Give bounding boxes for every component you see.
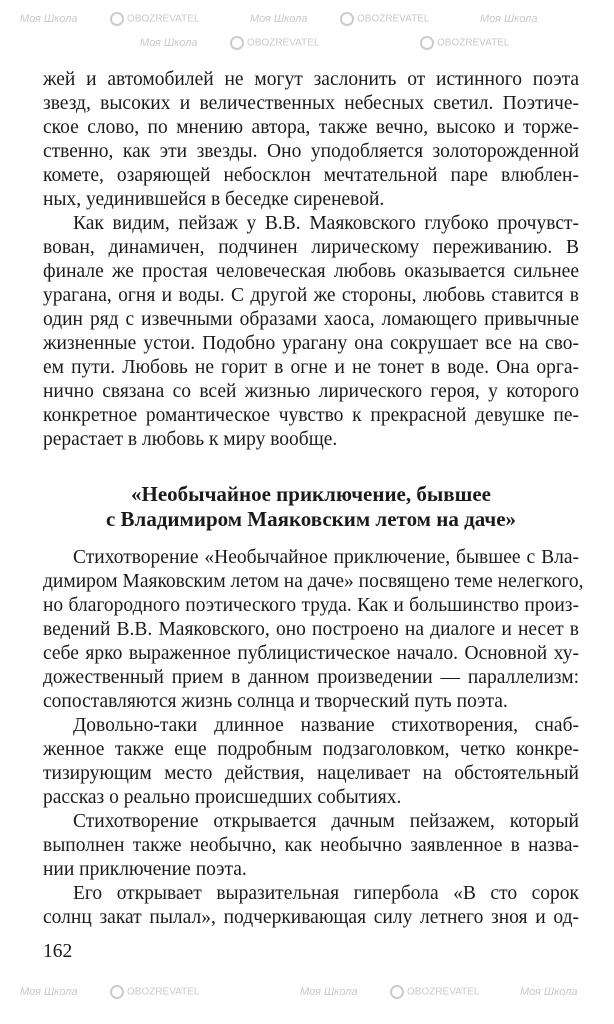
paragraph — [43, 212, 579, 452]
watermark-moya-shkola: Моя Школа — [480, 13, 538, 25]
text-line: жей и автомобилей не могут заслонить от истинного поэта — [43, 69, 579, 90]
watermark-obozrevatel: OBOZREVATEL — [390, 985, 479, 1000]
watermark-moya-shkola: Моя Школа — [300, 986, 358, 998]
page-number: 162 — [43, 941, 73, 962]
paragraph — [43, 68, 579, 212]
text-line: димиром Маяковским летом на даче» посвящено теме нелегкого, — [43, 571, 584, 592]
watermark-obozrevatel: OBOZREVATEL — [420, 36, 509, 51]
watermark-obozrevatel: OBOZREVATEL — [230, 36, 319, 51]
paragraph — [43, 714, 579, 810]
text-line: Стихотворение «Необычайное приключение, бывшее с Вла- — [73, 547, 579, 568]
text-line: Его открывает выразительная гипербола «В сто сорок — [73, 883, 579, 904]
text-line: рассказ о реально происшедших событиях. — [43, 787, 402, 808]
section-title-line: «Необычайное приключение, бывшее — [131, 482, 491, 506]
text-line: один ряд с извечными образами хаоса, ломающего привычные — [43, 309, 579, 330]
paragraph — [43, 810, 579, 882]
watermark-obozrevatel: OBOZREVATEL — [340, 12, 429, 27]
text-line: вован, динамичен, подчинен лирическому переживанию. В — [43, 237, 579, 258]
watermark-moya-shkola: Моя Школа — [20, 13, 78, 25]
text-line: дожественный прием в данном произведении — параллелизм: — [43, 667, 579, 688]
text-line: жизненные устои. Подобно урагану она сокрушает все на сво- — [43, 333, 579, 354]
text-line: финале же простая человеческая любовь оказывается сильнее — [43, 261, 579, 282]
text-line: Довольно-таки длинное название стихотворения, снаб- — [73, 715, 579, 736]
text-line: нии приключение поэта. — [43, 859, 247, 880]
text-line: себе ярко выраженное публицистическое начало. Основной ху- — [43, 643, 579, 664]
watermark-moya-shkola: Моя Школа — [140, 37, 198, 49]
text-line: звезд, высоких и величественных небесных светил. Поэтиче- — [43, 93, 579, 114]
text-line: комете, озаряющей небосклон мечтательной паре влюблен- — [43, 165, 579, 186]
text-line: ское слово, по мнению автора, также вечно, высоко и торже- — [43, 117, 579, 138]
text-line: ем пути. Любовь не горит в огне и не тонет в воде. Она орга- — [43, 357, 579, 378]
text-line: выполнен также необычно, как необычно заявленное в назва- — [43, 835, 579, 856]
text-line: нично связана со всей жизнью лирического героя, у которого — [43, 381, 579, 402]
text-line: сопоставляются жизнь солнца и творческий путь поэта. — [43, 691, 508, 712]
text-line: Как видим, пейзаж у В.В. Маяковского глубоко прочувст- — [73, 213, 579, 234]
text-line: ведений В.В. Маяковского, оно построено на диалоге и несет в — [43, 619, 579, 640]
text-line: солнц закат пылал», подчеркивающая силу летнего зноя и од- — [43, 907, 579, 928]
watermark-moya-shkola: Моя Школа — [20, 986, 78, 998]
watermark-moya-shkola: Моя Школа — [520, 986, 578, 998]
text-section-after — [43, 546, 584, 930]
text-line: Стихотворение открывается дачным пейзажем, который — [73, 811, 579, 832]
text-line: женное также еще подробным подзаголовком, четко конкре- — [43, 739, 579, 760]
paragraph — [43, 546, 584, 714]
text-line: рерастает в любовь к миру вообще. — [43, 429, 338, 450]
text-line: ственно, как эти звезды. Оно уподобляется золоторожденной — [43, 141, 579, 162]
watermark-obozrevatel: OBOZREVATEL — [110, 985, 199, 1000]
section-title — [43, 482, 579, 532]
text-line: но благородного поэтического труда. Как и большинство произ- — [43, 595, 579, 616]
text-section-before — [43, 68, 579, 452]
text-line: урагана, огня и воды. С другой же стороны, любовь ставится в — [43, 285, 579, 306]
section-title-line: с Владимиром Маяковским летом на даче» — [105, 507, 517, 531]
paragraph — [43, 882, 579, 930]
book-page-text — [43, 68, 584, 930]
text-line: тизирующим место действия, нацеливает на обстоятельный — [43, 763, 579, 784]
watermark-moya-shkola: Моя Школа — [250, 13, 308, 25]
text-line: конкретное романтическое чувство к прекрасной девушке пе- — [43, 405, 579, 426]
text-line: ных, уединившейся в беседке сиреневой. — [43, 189, 385, 210]
watermark-obozrevatel: OBOZREVATEL — [110, 12, 199, 27]
